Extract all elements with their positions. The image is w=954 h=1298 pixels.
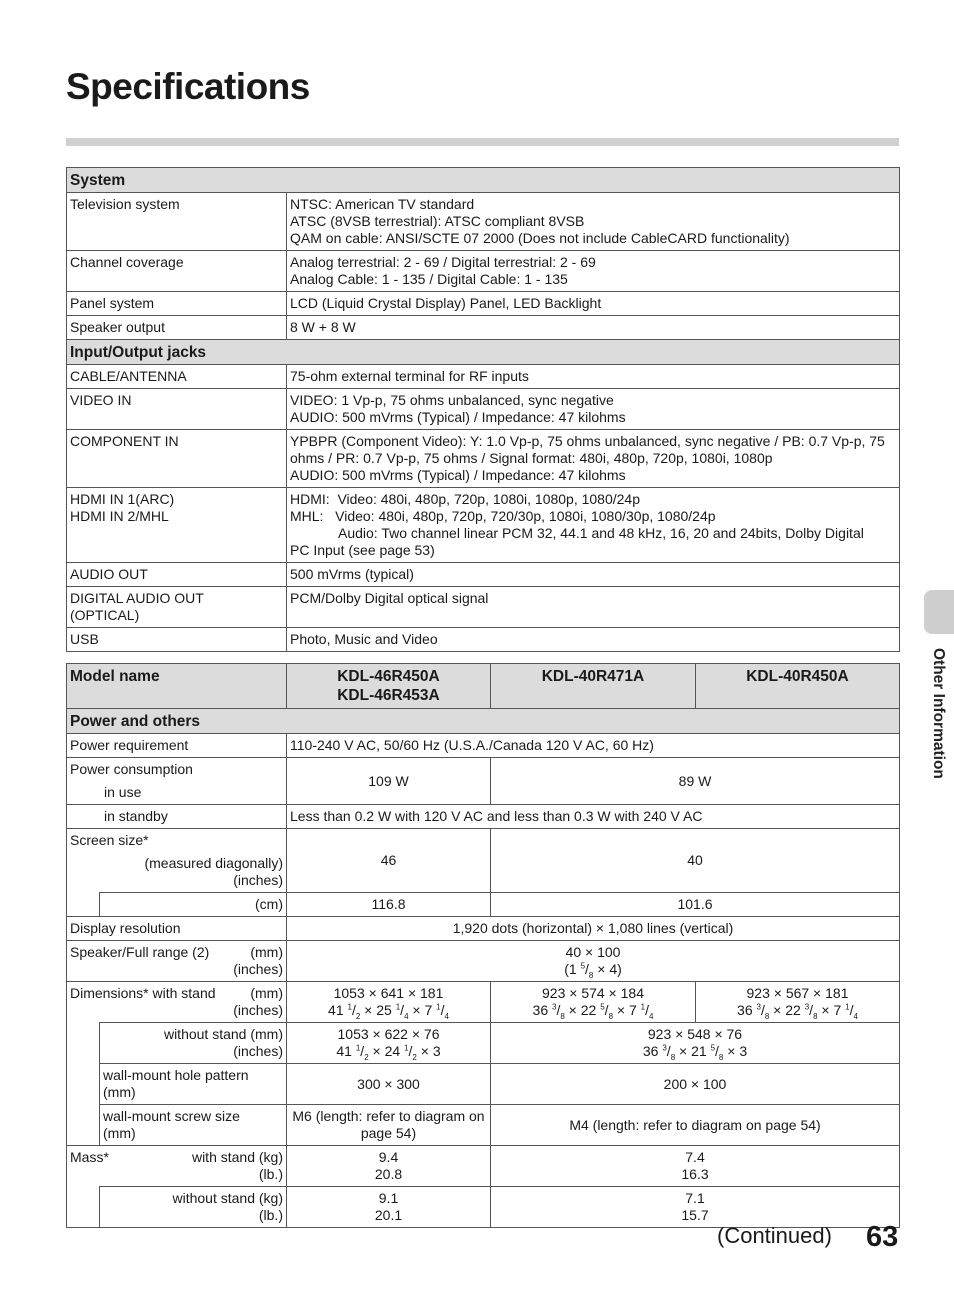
row-label: DIGITAL AUDIO OUT (OPTICAL) (67, 587, 287, 628)
table-row (67, 758, 900, 805)
row-value: 500 mVrms (typical) (287, 563, 900, 587)
row-value: (1 $^5/_8 \times 4$) (564, 961, 622, 980)
row-value: 9.1 20.1 (287, 1187, 491, 1228)
section-header-io (67, 340, 900, 365)
row-label: Power consumption (70, 761, 193, 777)
row-value: YPBPR (Component Video): Y: 1.0 Vp-p, 75 ohms unbalanced, sync negative / PB: 0.7 Vp-p, 75 ohms / PR: 0.7 Vp-p, 75 ohms / Signal format: 480i, 480p, 720p, 1080i, 1080p (290, 433, 885, 466)
section-title: Power and others (67, 709, 900, 734)
row-value: 923 × 574 × 184 (542, 985, 644, 1001)
section-header-power (67, 709, 900, 734)
row-value: ATSC (8VSB terrestrial): ATSC compliant 8VSB (290, 213, 585, 229)
row-label: Display resolution (67, 917, 287, 941)
model-header-row (67, 664, 900, 709)
row-value: 41 $^1/_2 \times 25$ $^1/_4 \times 7$ $^1/_4$ (328, 1002, 449, 1021)
row-value: 7.1 15.7 (491, 1187, 900, 1228)
table-row (67, 316, 900, 340)
model-col-40r450a: KDL-40R450A (696, 664, 900, 709)
row-value: 300 × 300 (287, 1064, 491, 1105)
row-value: NTSC: American TV standard (290, 196, 475, 212)
row-value: 101.6 (491, 893, 900, 917)
row-value: 36 $^3/_8 \times 22$ $^3/_8 \times 7$ $^1/_4$ (737, 1002, 858, 1021)
row-label: Speaker output (67, 316, 287, 340)
row-value: LCD (Liquid Crystal Display) Panel, LED Backlight (287, 292, 900, 316)
continued-label: (Continued) (717, 1223, 832, 1248)
row-value: VIDEO: 1 Vp-p, 75 ohms unbalanced, sync negative (290, 392, 614, 408)
system-spec-table (66, 167, 900, 652)
table-row (67, 893, 900, 917)
model-spec-table (66, 663, 900, 1228)
row-label: Dimensions* with stand (70, 985, 216, 1001)
row-label: HDMI IN 1(ARC) HDMI IN 2/MHL (67, 488, 287, 563)
row-value: QAM on cable: ANSI/SCTE 07 2000 (Does not include CableCARD functionality) (290, 230, 790, 246)
row-label: Channel coverage (67, 251, 287, 292)
table-row (67, 193, 900, 251)
page-title: Specifications (66, 66, 310, 107)
row-value: 1,920 dots (horizontal) × 1,080 lines (vertical) (287, 917, 900, 941)
row-value: 9.4 20.8 (287, 1146, 491, 1187)
row-value: 40 (491, 829, 900, 893)
row-sublabel: in use (104, 784, 142, 800)
row-value: 41 $^1/_2 \times 24$ $^1/_2 \times 3$ (336, 1043, 441, 1062)
table-row (67, 941, 900, 982)
table-row (67, 829, 900, 893)
table-row (67, 1187, 900, 1228)
table-row (67, 628, 900, 652)
row-label: Television system (67, 193, 287, 251)
table-row (67, 982, 900, 1023)
table-row (67, 365, 900, 389)
row-units: (mm) (inches) (233, 985, 283, 1018)
row-value: HDMI: Video: 480i, 480p, 720p, 1080i, 1080p, 1080/24p (290, 491, 641, 507)
row-label: Power requirement (67, 734, 287, 758)
row-value: Analog Cable: 1 - 135 / Digital Cable: 1 - 135 (290, 271, 568, 287)
section-title: System (67, 168, 900, 193)
row-value: M4 (length: refer to diagram on page 54) (491, 1105, 900, 1146)
row-value: 116.8 (287, 893, 491, 917)
side-tab-marker (924, 590, 954, 634)
table-row (67, 251, 900, 292)
row-value: 8 W + 8 W (287, 316, 900, 340)
row-value: 110-240 V AC, 50/60 Hz (U.S.A./Canada 120 V AC, 60 Hz) (287, 734, 900, 758)
row-value: 7.4 16.3 (491, 1146, 900, 1187)
row-sublabel: wall-mount hole pattern (mm) (100, 1064, 287, 1105)
row-value: 89 W (491, 758, 900, 805)
row-label: AUDIO OUT (67, 563, 287, 587)
row-value: 1053 × 622 × 76 (337, 1026, 440, 1042)
row-label: USB (67, 628, 287, 652)
row-value: 36 $^3/_8 \times 22$ $^5/_8 \times 7$ $^1/_4$ (532, 1002, 654, 1021)
table-row (67, 805, 900, 829)
row-value: M6 (length: refer to diagram on page 54) (287, 1105, 491, 1146)
side-tab-label: Other Information (930, 648, 947, 779)
table-row (67, 917, 900, 941)
row-value: Less than 0.2 W with 120 V AC and less than 0.3 W with 240 V AC (287, 805, 900, 829)
row-sublabel: with stand (kg) (lb.) (191, 1149, 283, 1182)
row-value: 1053 × 641 × 181 (333, 985, 444, 1001)
row-label: Speaker/Full range (2) (70, 944, 210, 960)
table-row (67, 563, 900, 587)
row-value: PCM/Dolby Digital optical signal (287, 587, 900, 628)
table-row (67, 389, 900, 430)
row-label: CABLE/ANTENNA (67, 365, 287, 389)
row-sublabel: (measured diagonally) (inches) (144, 855, 283, 888)
row-value: 46 (287, 829, 491, 893)
row-value: PC Input (see page 53) (290, 542, 435, 558)
table-row (67, 587, 900, 628)
model-col-40r471a: KDL-40R471A (491, 664, 696, 709)
row-value: 923 × 567 × 181 (746, 985, 849, 1001)
table-row (67, 1064, 900, 1105)
table-row (67, 1023, 900, 1064)
page-number: 63 (866, 1221, 899, 1253)
table-row (67, 734, 900, 758)
row-value: 75-ohm external terminal for RF inputs (287, 365, 900, 389)
row-label: Mass* (70, 1149, 109, 1165)
table-row (67, 488, 900, 563)
row-label: VIDEO IN (67, 389, 287, 430)
row-sublabel: wall-mount screw size (mm) (100, 1105, 287, 1146)
row-sublabel: without stand (mm) (inches) (100, 1023, 287, 1064)
row-label: COMPONENT IN (67, 430, 287, 488)
section-title: Input/Output jacks (67, 340, 900, 365)
row-value: 36 $^3/_8 \times 21$ $^5/_8 \times 3$ (642, 1043, 748, 1062)
row-value: 109 W (287, 758, 491, 805)
model-col-46: KDL-46R450A KDL-46R453A (287, 664, 491, 709)
row-label: Screen size* (70, 832, 149, 848)
section-header-system (67, 168, 900, 193)
row-label: Panel system (67, 292, 287, 316)
row-value: AUDIO: 500 mVrms (Typical) / Impedance: 47 kilohms (290, 409, 626, 425)
table-row (67, 292, 900, 316)
row-sublabel: (cm) (100, 893, 287, 917)
table-row (67, 1146, 900, 1187)
table-row (67, 430, 900, 488)
row-units: (mm) (inches) (233, 944, 283, 977)
row-value: 923 × 548 × 76 (647, 1026, 743, 1042)
model-name-label: Model name (67, 664, 287, 709)
row-value: Audio: Two channel linear PCM 32, 44.1 and 48 kHz, 16, 20 and 24bits, Dolby Digital (338, 525, 864, 541)
row-value: Photo, Music and Video (287, 628, 900, 652)
row-value: MHL: Video: 480i, 480p, 720p, 720/30p, 1080i, 1080/30p, 1080/24p (290, 508, 716, 524)
table-row (67, 1105, 900, 1146)
row-sublabel: without stand (kg) (lb.) (100, 1187, 287, 1228)
row-value: AUDIO: 500 mVrms (Typical) / Impedance: 47 kilohms (290, 467, 626, 483)
row-value: 200 × 100 (491, 1064, 900, 1105)
row-sublabel: in standby (67, 805, 287, 829)
title-rule (66, 138, 899, 146)
row-value: Analog terrestrial: 2 - 69 / Digital terrestrial: 2 - 69 (290, 254, 596, 270)
row-value: 40 × 100 (565, 944, 621, 960)
